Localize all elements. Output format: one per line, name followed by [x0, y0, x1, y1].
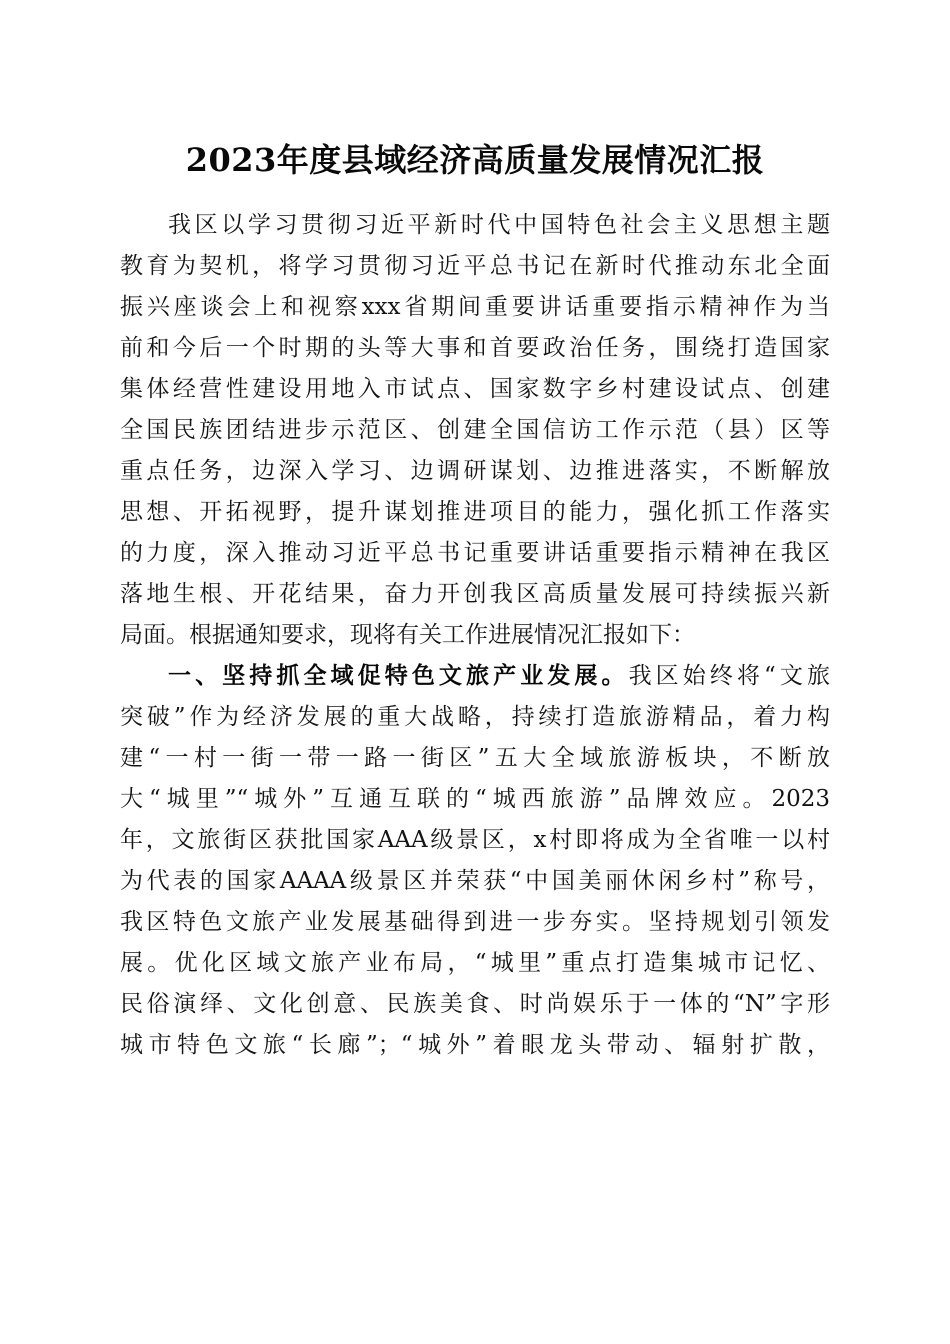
section-1-line-6: 为代表的国家AAAA级景区并荣获“中国美丽休闲乡村”称号，: [120, 868, 830, 894]
intro-line-6: 全国民族团结进步示范区、创建全国信访工作示范（县）区等: [120, 417, 830, 443]
section-1-line-10: 城市特色文旅“长廊”；“城外”着眼龙头带动、辐射扩散，: [120, 1032, 830, 1058]
intro-line-11: 局面。根据通知要求，现将有关工作进展情况汇报如下：: [120, 622, 695, 648]
section-1-line-7: 我区特色文旅产业发展基础得到进一步夯实。坚持规划引领发: [120, 909, 830, 935]
intro-line-4: 前和今后一个时期的头等大事和首要政治任务，围绕打造国家: [120, 335, 830, 361]
intro-paragraph: [120, 205, 830, 656]
document-title: 2023年度县域经济高质量发展情况汇报: [185, 141, 765, 179]
section-1-line-9: 民俗演绎、文化创意、民族美食、时尚娱乐于一体的“N”字形: [120, 991, 830, 1017]
section-1-line-1-rest: 我区始终将“文旅: [628, 663, 831, 689]
intro-line-1: 我区以学习贯彻习近平新时代中国特色社会主义思想主题: [168, 212, 830, 238]
section-1-line-4: 大“城里”“城外”互通互联的“城西旅游”品牌效应。2023: [120, 786, 830, 812]
section-1-line-2: 突破”作为经济发展的重大战略，持续打造旅游精品，着力构: [120, 704, 830, 730]
intro-line-5: 集体经营性建设用地入市试点、国家数字乡村建设试点、创建: [120, 376, 830, 402]
intro-line-7: 重点任务，边深入学习、边调研谋划、边推进落实，不断解放: [120, 458, 830, 484]
section-1-line-1: [120, 656, 830, 697]
intro-line-9: 的力度，深入推动习近平总书记重要讲话重要指示精神在我区: [120, 540, 830, 566]
section-1-line-8: 展。优化区域文旅产业布局，“城里”重点打造集城市记忆、: [120, 950, 830, 976]
intro-line-10: 落地生根、开花结果，奋力开创我区高质量发展可持续振兴新: [120, 581, 830, 607]
section-1-line-3: 建“一村一街一带一路一街区”五大全域旅游板块，不断放: [120, 745, 830, 771]
section-1-paragraph: [120, 656, 830, 1066]
intro-line-8: 思想、开拓视野，提升谋划推进项目的能力，强化抓工作落实: [120, 499, 830, 525]
section-1-heading: 一、坚持抓全域促特色文旅产业发展。: [168, 663, 629, 689]
section-1-line-5: 年，文旅街区获批国家AAA级景区，x村即将成为全省唯一以村: [120, 827, 830, 853]
intro-line-3: 振兴座谈会上和视察xxx省期间重要讲话重要指示精神作为当: [120, 294, 830, 320]
document-body: [120, 205, 830, 1066]
intro-line-2: 教育为契机，将学习贯彻习近平总书记在新时代推动东北全面: [120, 253, 830, 279]
